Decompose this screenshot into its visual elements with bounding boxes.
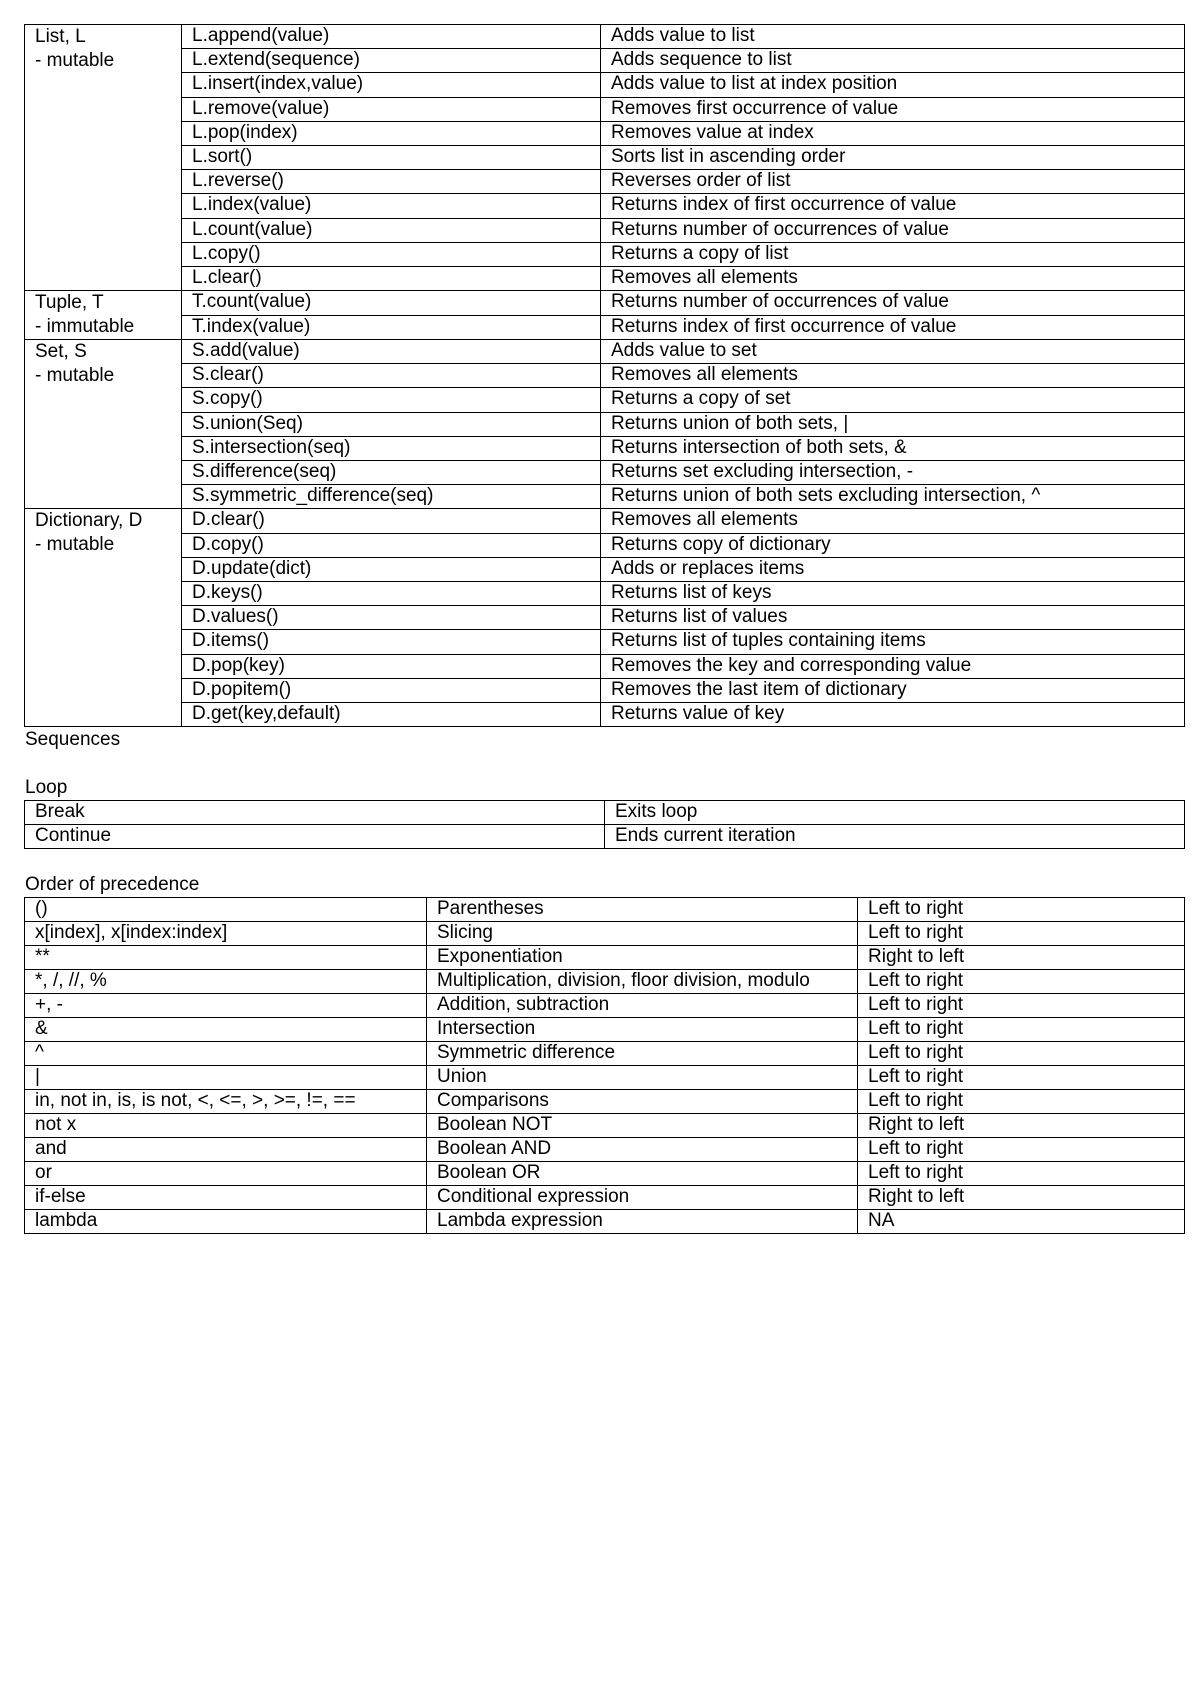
keyword-cell: Continue — [25, 825, 605, 849]
table-row — [25, 1138, 1185, 1162]
category-cell: Dictionary, D - mutable — [25, 509, 182, 727]
sequences-caption: Sequences — [25, 729, 121, 751]
table-row — [25, 1210, 1185, 1234]
associativity-cell: Left to right — [858, 922, 1185, 946]
table-row — [25, 340, 1185, 364]
operator-cell: not x — [25, 1114, 427, 1138]
table-row — [25, 922, 1185, 946]
description-cell: Adds or replaces items — [601, 557, 1185, 581]
description-cell: Parentheses — [427, 898, 858, 922]
method-cell: D.clear() — [182, 509, 601, 533]
operator-cell: ^ — [25, 1042, 427, 1066]
table-row — [25, 1186, 1185, 1210]
associativity-cell: Left to right — [858, 1138, 1185, 1162]
table-row — [25, 291, 1185, 316]
operator-cell: x[index], x[index:index] — [25, 922, 427, 946]
operator-cell: +, - — [25, 994, 427, 1018]
method-cell: D.popitem() — [182, 678, 601, 702]
table-row — [25, 557, 1185, 581]
table-row — [25, 1114, 1185, 1138]
description-cell: Ends current iteration — [605, 825, 1185, 849]
method-cell: L.clear() — [182, 266, 601, 290]
table-row — [25, 388, 1185, 412]
loop-caption: Loop — [25, 777, 68, 799]
description-cell: Removes value at index — [601, 121, 1185, 145]
method-cell: D.copy() — [182, 533, 601, 557]
description-cell: Exits loop — [605, 801, 1185, 825]
table-row — [25, 412, 1185, 436]
description-cell: Returns number of occurrences of value — [601, 218, 1185, 242]
associativity-cell: Left to right — [858, 1018, 1185, 1042]
description-cell: Adds value to list at index position — [601, 73, 1185, 97]
method-cell: D.keys() — [182, 581, 601, 605]
description-cell: Returns value of key — [601, 702, 1185, 726]
table-row — [25, 49, 1185, 73]
description-cell: Reverses order of list — [601, 170, 1185, 194]
table-row — [25, 1066, 1185, 1090]
associativity-cell: Left to right — [858, 994, 1185, 1018]
table-row — [25, 194, 1185, 218]
associativity-cell: Left to right — [858, 1162, 1185, 1186]
description-cell: Returns list of values — [601, 606, 1185, 630]
description-cell: Returns index of first occurrence of value — [601, 194, 1185, 218]
associativity-cell: Left to right — [858, 970, 1185, 994]
description-cell: Addition, subtraction — [427, 994, 858, 1018]
description-cell: Multiplication, division, floor division, modulo — [427, 970, 858, 994]
method-cell: D.get(key,default) — [182, 702, 601, 726]
description-cell: Symmetric difference — [427, 1042, 858, 1066]
precedence-caption: Order of precedence — [25, 874, 200, 896]
associativity-cell: Left to right — [858, 1066, 1185, 1090]
associativity-cell: Left to right — [858, 1042, 1185, 1066]
table-row — [25, 364, 1185, 388]
table-row — [25, 1042, 1185, 1066]
table-row — [25, 970, 1185, 994]
description-cell: Intersection — [427, 1018, 858, 1042]
method-cell: T.index(value) — [182, 315, 601, 340]
operator-cell: lambda — [25, 1210, 427, 1234]
operator-cell: if-else — [25, 1186, 427, 1210]
operator-cell: *, /, //, % — [25, 970, 427, 994]
description-cell: Returns intersection of both sets, & — [601, 436, 1185, 460]
description-cell: Removes the key and corresponding value — [601, 654, 1185, 678]
table-row — [25, 801, 1185, 825]
table-row — [25, 994, 1185, 1018]
table-row — [25, 218, 1185, 242]
description-cell: Adds sequence to list — [601, 49, 1185, 73]
table-row — [25, 170, 1185, 194]
method-cell: L.append(value) — [182, 25, 601, 49]
method-cell: L.extend(sequence) — [182, 49, 601, 73]
description-cell: Removes first occurrence of value — [601, 97, 1185, 121]
table-row — [25, 678, 1185, 702]
table-row — [25, 533, 1185, 557]
table-row — [25, 485, 1185, 509]
table-row — [25, 97, 1185, 121]
method-cell: L.index(value) — [182, 194, 601, 218]
method-cell: S.copy() — [182, 388, 601, 412]
description-cell: Returns a copy of set — [601, 388, 1185, 412]
description-cell: Slicing — [427, 922, 858, 946]
description-cell: Boolean NOT — [427, 1114, 858, 1138]
operator-cell: & — [25, 1018, 427, 1042]
table-row — [25, 654, 1185, 678]
description-cell: Returns a copy of list — [601, 242, 1185, 266]
table-row — [25, 73, 1185, 97]
description-cell: Union — [427, 1066, 858, 1090]
description-cell: Boolean OR — [427, 1162, 858, 1186]
description-cell: Returns copy of dictionary — [601, 533, 1185, 557]
table-row — [25, 509, 1185, 533]
description-cell: Removes all elements — [601, 266, 1185, 290]
table-row — [25, 461, 1185, 485]
table-row — [25, 581, 1185, 605]
method-cell: L.sort() — [182, 145, 601, 169]
category-cell: List, L - mutable — [25, 25, 182, 291]
table-row — [25, 702, 1185, 726]
associativity-cell: Right to left — [858, 1186, 1185, 1210]
description-cell: Adds value to set — [601, 340, 1185, 364]
method-cell: L.remove(value) — [182, 97, 601, 121]
description-cell: Returns list of tuples containing items — [601, 630, 1185, 654]
table-row — [25, 946, 1185, 970]
method-cell: S.symmetric_difference(seq) — [182, 485, 601, 509]
method-cell: S.add(value) — [182, 340, 601, 364]
category-cell: Set, S - mutable — [25, 340, 182, 509]
table-row — [25, 1090, 1185, 1114]
associativity-cell: Right to left — [858, 946, 1185, 970]
table-row — [25, 1018, 1185, 1042]
loop-table — [24, 800, 1185, 849]
operator-cell: in, not in, is, is not, <, <=, >, >=, !=, == — [25, 1090, 427, 1114]
table-row — [25, 145, 1185, 169]
description-cell: Returns index of first occurrence of value — [601, 315, 1185, 340]
method-cell: S.clear() — [182, 364, 601, 388]
associativity-cell: Left to right — [858, 1090, 1185, 1114]
method-cell: D.pop(key) — [182, 654, 601, 678]
associativity-cell: Right to left — [858, 1114, 1185, 1138]
description-cell: Returns union of both sets excluding intersection, ^ — [601, 485, 1185, 509]
method-cell: L.copy() — [182, 242, 601, 266]
description-cell: Boolean AND — [427, 1138, 858, 1162]
table-row — [25, 1162, 1185, 1186]
method-cell: D.update(dict) — [182, 557, 601, 581]
precedence-table — [24, 897, 1185, 1234]
table-row — [25, 436, 1185, 460]
method-cell: L.reverse() — [182, 170, 601, 194]
table-row — [25, 121, 1185, 145]
operator-cell: | — [25, 1066, 427, 1090]
description-cell: Adds value to list — [601, 25, 1185, 49]
description-cell: Conditional expression — [427, 1186, 858, 1210]
table-row — [25, 825, 1185, 849]
description-cell: Removes all elements — [601, 509, 1185, 533]
method-cell: L.insert(index,value) — [182, 73, 601, 97]
associativity-cell: Left to right — [858, 898, 1185, 922]
description-cell: Returns list of keys — [601, 581, 1185, 605]
method-cell: L.count(value) — [182, 218, 601, 242]
description-cell: Returns set excluding intersection, - — [601, 461, 1185, 485]
operator-cell: ** — [25, 946, 427, 970]
table-row — [25, 630, 1185, 654]
table-row — [25, 242, 1185, 266]
document-page — [24, 24, 1184, 1234]
method-cell: L.pop(index) — [182, 121, 601, 145]
operator-cell: () — [25, 898, 427, 922]
description-cell: Lambda expression — [427, 1210, 858, 1234]
description-cell: Returns union of both sets, | — [601, 412, 1185, 436]
table-row — [25, 315, 1185, 340]
table-row — [25, 266, 1185, 290]
description-cell: Removes the last item of dictionary — [601, 678, 1185, 702]
description-cell: Removes all elements — [601, 364, 1185, 388]
description-cell: Sorts list in ascending order — [601, 145, 1185, 169]
associativity-cell: NA — [858, 1210, 1185, 1234]
description-cell: Comparisons — [427, 1090, 858, 1114]
description-cell: Exponentiation — [427, 946, 858, 970]
table-row — [25, 25, 1185, 49]
method-cell: D.items() — [182, 630, 601, 654]
method-cell: S.union(Seq) — [182, 412, 601, 436]
table-row — [25, 606, 1185, 630]
method-cell: T.count(value) — [182, 291, 601, 316]
method-cell: D.values() — [182, 606, 601, 630]
description-cell: Returns number of occurrences of value — [601, 291, 1185, 316]
operator-cell: and — [25, 1138, 427, 1162]
sequences-table — [24, 24, 1185, 727]
method-cell: S.intersection(seq) — [182, 436, 601, 460]
table-row — [25, 898, 1185, 922]
method-cell: S.difference(seq) — [182, 461, 601, 485]
category-cell: Tuple, T - immutable — [25, 291, 182, 340]
keyword-cell: Break — [25, 801, 605, 825]
operator-cell: or — [25, 1162, 427, 1186]
